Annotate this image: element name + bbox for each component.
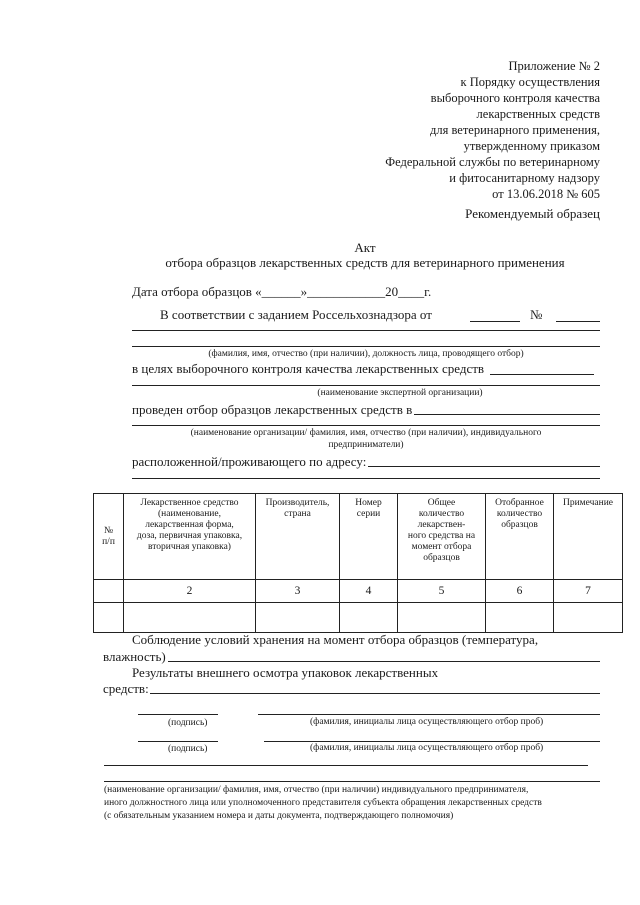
table-cell[interactable] [486, 603, 554, 633]
footer-caption-1: (наименование организации/ фамилия, имя, отчество (при наличии) индивидуального предпринимателя, [104, 785, 529, 795]
act-subtitle: отбора образцов лекарственных средств для ветеринарного применения [165, 255, 565, 270]
person-field-line-2[interactable] [132, 346, 600, 347]
table-row[interactable] [94, 603, 623, 633]
sampling-date-line: Дата отбора образцов «______»____________20____г. [132, 284, 432, 299]
assignment-number-field[interactable] [556, 321, 600, 322]
column-header-medicine: Лекарственное средство (наименование, лекарственная форма, доза, первичная упаковка, вторичная упаковка) [124, 494, 256, 580]
table-cell: 5 [398, 580, 486, 603]
organization-field-line-2[interactable] [132, 425, 600, 426]
footer-caption-2: иного должностного лица или уполномоченного представителя субъекта обращения лекарственных средств [104, 798, 542, 808]
appendix-block [385, 58, 600, 202]
signature-field-2[interactable] [138, 741, 218, 742]
person-field-line-1[interactable] [132, 330, 600, 331]
assignment-date-field[interactable] [470, 321, 520, 322]
table-cell: 6 [486, 580, 554, 603]
number-sign: № [530, 307, 543, 322]
official-field-2[interactable] [264, 741, 600, 742]
storage-text-1: Соблюдение условий хранения на момент отбора образцов (температура, [132, 632, 539, 647]
column-header-batch: Номер серии [340, 494, 398, 580]
table-cell[interactable] [94, 603, 124, 633]
control-text: в целях выборочного контроля качества лекарственных средств [132, 361, 485, 376]
assignment-text: В соответствии с заданием Россельхознадзора от [160, 307, 432, 322]
expert-field-line-2[interactable] [132, 385, 600, 386]
sample-note: Рекомендуемый образец [465, 206, 600, 221]
results-field-line[interactable] [150, 693, 600, 694]
storage-text-2: влажность) [103, 649, 166, 664]
column-header-note: Примечание [554, 494, 623, 580]
footer-caption-3: (с обязательным указанием номера и даты документа, подтверждающего полномочия) [104, 811, 454, 821]
official-field-1[interactable] [258, 714, 600, 715]
organization-caption-1: (наименование организации/ фамилия, имя, отчество (при наличии), индивидуального [190, 428, 542, 438]
signature-caption-2: (подпись) [168, 744, 208, 754]
table-cell[interactable] [256, 603, 340, 633]
table-header-row [94, 494, 623, 580]
appendix-line: от 13.06.2018 № 605 [492, 187, 600, 201]
signature-field-1[interactable] [138, 714, 218, 715]
appendix-line: и фитосанитарному надзору [449, 171, 600, 185]
official-caption-1: (фамилия, инициалы лица осуществляющего отбор проб) [310, 717, 544, 727]
appendix-line: выборочного контроля качества [430, 91, 600, 105]
appendix-line: Федеральной службы по ветеринарному [385, 155, 600, 169]
column-header-total-quantity: Общее количество лекарствен- ного средства на момент отбора образцов [398, 494, 486, 580]
appendix-line: лекарственных средств [476, 107, 600, 121]
address-field-line-1[interactable] [368, 466, 600, 467]
signature-caption-1: (подпись) [168, 718, 208, 728]
table-cell: 2 [124, 580, 256, 603]
storage-field-line[interactable] [168, 661, 600, 662]
table-cell: 3 [256, 580, 340, 603]
representative-field-line-1[interactable] [104, 765, 588, 766]
expert-caption: (наименование экспертной организации) [317, 388, 483, 398]
table-cell[interactable] [554, 603, 623, 633]
column-header-sampled-quantity: Отобранное количество образцов [486, 494, 554, 580]
organization-caption-2: предприниматели) [328, 440, 404, 450]
conducted-text: проведен отбор образцов лекарственных средств в [132, 402, 413, 417]
act-title: Акт [354, 240, 376, 255]
appendix-line: Приложение № 2 [508, 59, 600, 73]
table-cell[interactable] [124, 603, 256, 633]
table-cell[interactable] [340, 603, 398, 633]
table-cell: 4 [340, 580, 398, 603]
column-header-number: № п/п [94, 494, 124, 580]
appendix-line: утвержденному приказом [463, 139, 600, 153]
column-header-manufacturer: Производитель, страна [256, 494, 340, 580]
appendix-line: для ветеринарного применения, [430, 123, 600, 137]
table-cell: 7 [554, 580, 623, 603]
official-caption-2: (фамилия, инициалы лица осуществляющего отбор проб) [310, 743, 544, 753]
samples-table [93, 493, 623, 633]
address-field-line-2[interactable] [132, 478, 600, 479]
appendix-line: к Порядку осуществления [460, 75, 600, 89]
address-text: расположенной/проживающего по адресу: [132, 454, 367, 469]
table-cell[interactable] [398, 603, 486, 633]
table-number-row [94, 580, 623, 603]
person-caption: (фамилия, имя, отчество (при наличии), должность лица, проводящего отбор) [208, 349, 524, 359]
expert-field-line-1[interactable] [490, 374, 594, 375]
table-cell [94, 580, 124, 603]
results-text-2: средств: [103, 681, 149, 696]
organization-field-line-1[interactable] [414, 414, 600, 415]
results-text-1: Результаты внешнего осмотра упаковок лекарственных [132, 665, 439, 680]
representative-field-line-2[interactable] [104, 781, 600, 782]
